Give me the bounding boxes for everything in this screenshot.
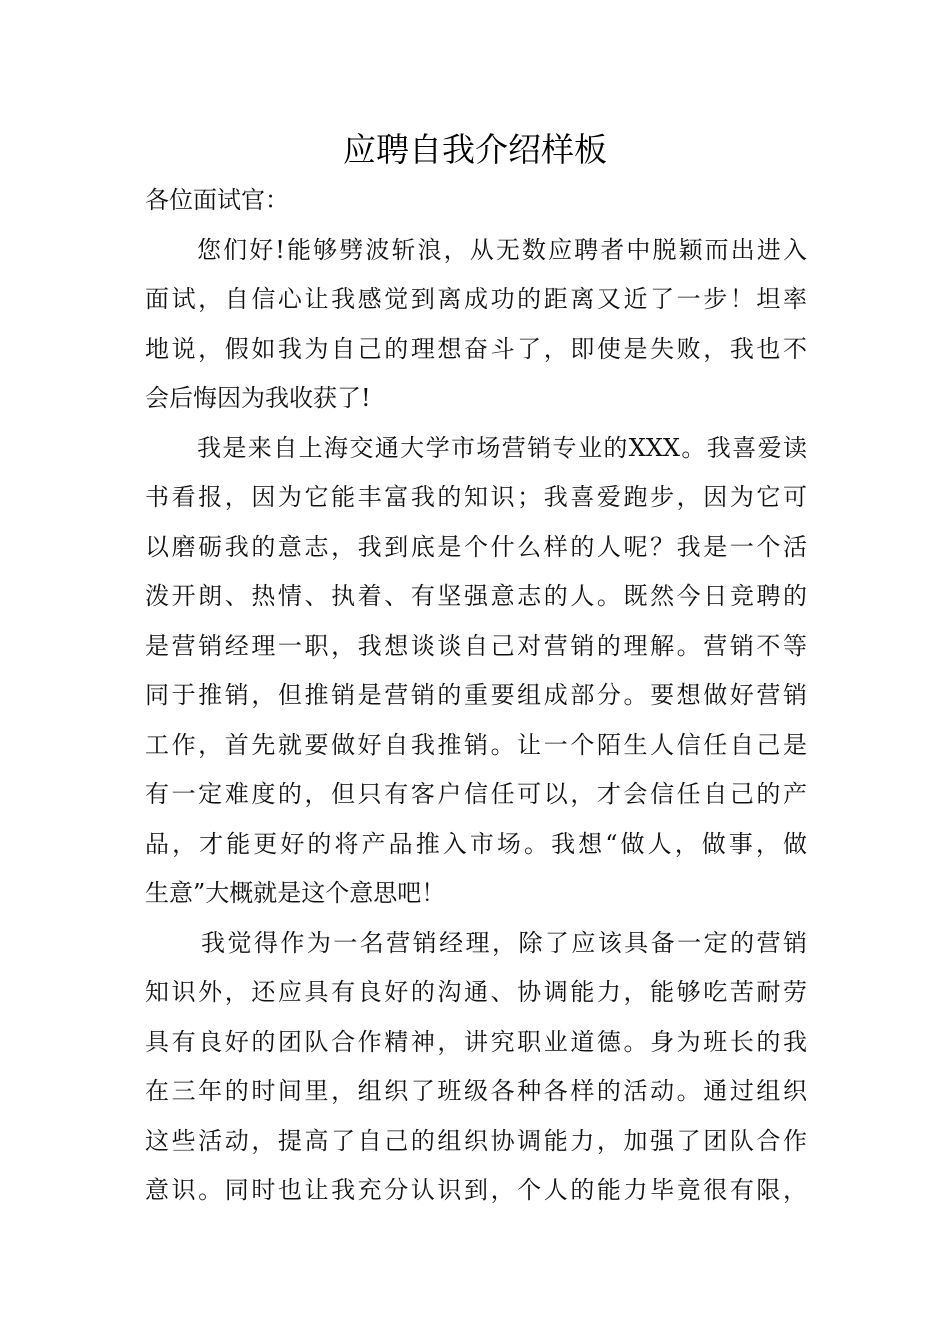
paragraph-2-line-5: 是营销经理一职，我想谈谈自己对营销的理解。营销不等 bbox=[145, 631, 807, 660]
paragraph-3-line-1: 我觉得作为一名营销经理，除了应该具备一定的营销 bbox=[201, 928, 807, 957]
paragraph-2-line-3: 以磨砺我的意志，我到底是个什么样的人呢？我是一个活 bbox=[145, 532, 807, 561]
paragraph-1-line-1: 您们好!能够劈波斩浪，从无数应聘者中脱颖而出进入 bbox=[197, 235, 807, 264]
paragraph-3-line-6: 意识。同时也让我充分认识到，个人的能力毕竟很有限， bbox=[145, 1176, 807, 1204]
paragraph-3-line-3: 具有良好的团队合作精神，讲究职业道德。身为班长的我 bbox=[145, 1027, 807, 1056]
paragraph-1-line-2: 面试，自信心让我感觉到离成功的距离又近了一步！坦率 bbox=[145, 285, 807, 313]
paragraph-1-line-3: 地说，假如我为自己的理想奋斗了，即使是失败，我也不 bbox=[145, 334, 807, 363]
paragraph-2-line-1: 我是来自上海交通大学市场营销专业的XXX。我喜爱读 bbox=[197, 433, 807, 462]
paragraph-2-line-8: 有一定难度的，但只有客户信任可以，才会信任自己的产 bbox=[145, 780, 807, 808]
paragraph-2-line-10: 生意”大概就是这个意思吧！ bbox=[145, 879, 446, 907]
paragraph-3-line-5: 这些活动，提高了自己的组织协调能力，加强了团队合作 bbox=[145, 1126, 807, 1155]
paragraph-3-line-4: 在三年的时间里，组织了班级各种各样的活动。通过组织 bbox=[145, 1077, 807, 1105]
paragraph-2-line-7: 工作，首先就要做好自我推销。让一个陌生人信任自己是 bbox=[145, 730, 807, 759]
paragraph-2-line-9: 品，才能更好的将产品推入市场。我想“做人，做事，做 bbox=[145, 829, 807, 858]
paragraph-2-line-2: 书看报，因为它能丰富我的知识；我喜爱跑步，因为它可 bbox=[145, 483, 807, 511]
paragraph-3-line-2: 知识外，还应具有良好的沟通、协调能力，能够吃苦耐劳 bbox=[145, 978, 807, 1006]
paragraph-1-line-4: 会后悔因为我收获了! bbox=[145, 384, 371, 412]
greeting-line: 各位面试官： bbox=[145, 186, 289, 214]
paragraph-2-line-6: 同于推销，但推销是营销的重要组成部分。要想做好营销 bbox=[145, 681, 807, 709]
document-body bbox=[145, 176, 807, 1216]
document-title: 应聘自我介绍样板 bbox=[343, 130, 607, 169]
paragraph-2-line-4: 泼开朗、热情、执着、有坚强意志的人。既然今日竞聘的 bbox=[145, 582, 807, 610]
